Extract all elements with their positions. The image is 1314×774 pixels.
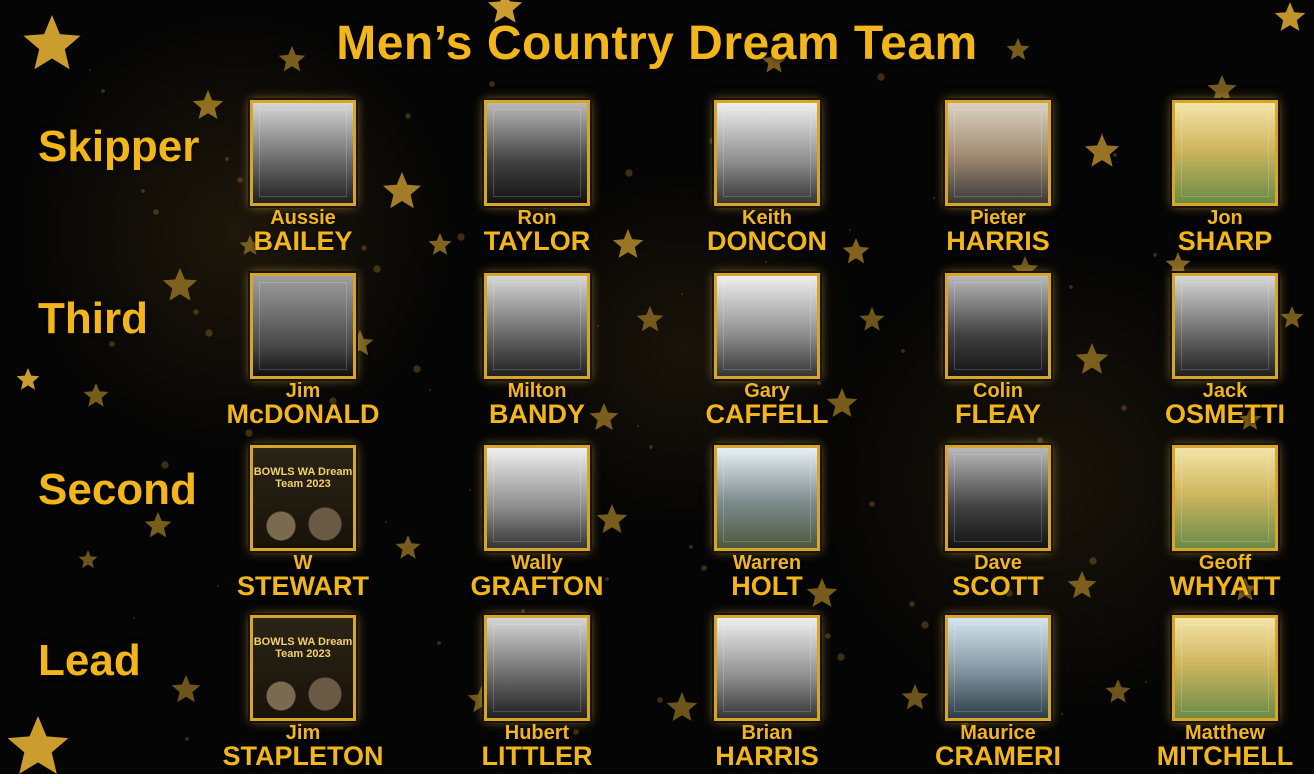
player-last-name: LITTLER (481, 741, 593, 771)
position-label-lead: Lead (38, 636, 141, 685)
player-first-name: Maurice (960, 722, 1036, 744)
background-star (17, 368, 40, 390)
player-card (218, 445, 388, 601)
player-photo (714, 273, 820, 379)
player-photo (250, 100, 356, 206)
background-bokeh-dot (405, 113, 411, 119)
slide-title: Men’s Country Dream Team (336, 17, 978, 70)
position-label-second: Second (38, 465, 197, 514)
player-first-name: Jack (1202, 380, 1248, 402)
player-first-name: Hubert (504, 722, 570, 744)
background-star (383, 172, 421, 208)
player-card (913, 100, 1083, 256)
background-star (1085, 134, 1119, 167)
player-last-name: McDONALD (226, 399, 380, 429)
player-photo (945, 273, 1051, 379)
player-card (1140, 615, 1310, 771)
player-first-name: Ron (517, 207, 557, 229)
background-star (8, 716, 69, 774)
background-bokeh-dot (1089, 557, 1096, 564)
player-first-name: Jon (1207, 207, 1243, 229)
player-first-name: Brian (741, 722, 793, 744)
player-photo (714, 615, 820, 721)
player-last-name: BANDY (488, 399, 585, 429)
player-photo (1172, 615, 1278, 721)
player-last-name: TAYLOR (483, 226, 591, 256)
background-star (163, 268, 197, 301)
bowls-wa-logo-photo (250, 445, 356, 551)
player-card (452, 100, 622, 256)
player-first-name: W (293, 552, 313, 574)
player-photo (714, 445, 820, 551)
bowls-wa-logo (253, 448, 353, 548)
player-last-name: FLEAY (954, 399, 1042, 429)
background-bokeh-dot (141, 189, 145, 193)
background-bokeh-dot (765, 261, 767, 263)
position-label-skipper: Skipper (38, 122, 200, 171)
background-bokeh-dot (877, 73, 884, 80)
background-bokeh-dot (101, 89, 105, 93)
player-last-name: WHYATT (1169, 571, 1281, 601)
player-card (452, 445, 622, 601)
player-last-name: MITCHELL (1156, 741, 1294, 771)
player-last-name: DONCON (707, 226, 827, 256)
player-card (218, 273, 388, 429)
player-first-name: Wally (511, 552, 563, 574)
background-star (79, 550, 98, 568)
player-card (913, 615, 1083, 771)
player-photo (250, 273, 356, 379)
player-card (913, 273, 1083, 429)
player-last-name: SCOTT (952, 571, 1044, 601)
player-photo (484, 273, 590, 379)
background-bokeh-dot (1037, 437, 1043, 443)
player-card (682, 445, 852, 601)
player-first-name: Jim (285, 380, 321, 402)
player-card (452, 273, 622, 429)
background-bokeh-dot (153, 209, 159, 215)
background-star (860, 307, 885, 331)
position-label-third: Third (38, 294, 148, 343)
background-star (1208, 75, 1237, 102)
background-bokeh-dot (185, 737, 189, 741)
background-bokeh-dot (489, 81, 495, 87)
background-bokeh-dot (245, 429, 252, 436)
bowls-wa-logo (253, 618, 353, 718)
background-star (1106, 679, 1131, 703)
player-card (913, 445, 1083, 601)
player-photo (1172, 445, 1278, 551)
player-first-name: Milton (507, 380, 567, 402)
background-star (637, 306, 664, 331)
player-last-name: STAPLETON (222, 741, 384, 771)
bowls-wa-logo-photo (250, 615, 356, 721)
player-photo (945, 445, 1051, 551)
player-first-name: Keith (742, 207, 792, 229)
player-card (1140, 273, 1310, 429)
player-card (1140, 445, 1310, 601)
player-last-name: STEWART (237, 571, 369, 601)
player-card (218, 100, 388, 256)
player-last-name: BAILEY (253, 226, 353, 256)
player-last-name: HARRIS (946, 226, 1050, 256)
background-star (396, 535, 421, 559)
player-last-name: CRAMERI (935, 741, 1061, 771)
background-bokeh-dot (909, 601, 915, 607)
player-card (682, 100, 852, 256)
background-bokeh-dot (413, 365, 420, 372)
background-bokeh-dot (373, 265, 380, 272)
player-photo (714, 100, 820, 206)
background-bokeh-dot (193, 309, 199, 315)
background-bokeh-dot (637, 425, 639, 427)
player-photo (484, 445, 590, 551)
background-star (145, 512, 172, 537)
player-photo (484, 100, 590, 206)
background-star (172, 675, 201, 702)
background-bokeh-dot (133, 617, 135, 619)
background-bokeh-dot (429, 389, 431, 391)
background-bokeh-dot (1101, 133, 1103, 135)
player-last-name: OSMETTI (1165, 399, 1285, 429)
player-photo (1172, 273, 1278, 379)
player-last-name: CAFFELL (705, 399, 829, 429)
player-card (452, 615, 622, 771)
background-bokeh-dot (205, 329, 212, 336)
player-card (1140, 100, 1310, 256)
player-first-name: Warren (732, 552, 802, 574)
background-bokeh-dot (521, 609, 525, 613)
player-first-name: Colin (973, 380, 1023, 402)
background-bokeh-dot (657, 697, 663, 703)
background-star (84, 383, 109, 407)
logo-text: BOWLS WA Dream Team 2023 (253, 636, 353, 661)
player-photo (945, 615, 1051, 721)
player-first-name: Aussie (270, 207, 336, 229)
background-star (429, 233, 452, 255)
player-photo (484, 615, 590, 721)
player-first-name: Dave (974, 552, 1022, 574)
background-bokeh-dot (1113, 153, 1117, 157)
player-card (218, 615, 388, 771)
logo-text: BOWLS WA Dream Team 2023 (253, 466, 353, 491)
player-last-name: SHARP (1177, 226, 1273, 256)
player-first-name: Pieter (970, 207, 1026, 229)
player-card (682, 615, 852, 771)
background-bokeh-dot (901, 349, 905, 353)
background-bokeh-dot (1121, 405, 1127, 411)
player-photo (945, 100, 1051, 206)
player-first-name: Gary (744, 380, 790, 402)
player-last-name: GRAFTON (470, 571, 604, 601)
player-first-name: Matthew (1185, 722, 1265, 744)
background-bokeh-dot (869, 501, 875, 507)
player-last-name: HARRIS (715, 741, 819, 771)
player-first-name: Jim (285, 722, 321, 744)
background-bokeh-dot (625, 169, 632, 176)
player-first-name: Geoff (1198, 552, 1252, 574)
player-photo (1172, 100, 1278, 206)
player-card (682, 273, 852, 429)
player-last-name: HOLT (731, 571, 803, 601)
background-bokeh-dot (437, 641, 441, 645)
background-bokeh-dot (649, 445, 653, 449)
